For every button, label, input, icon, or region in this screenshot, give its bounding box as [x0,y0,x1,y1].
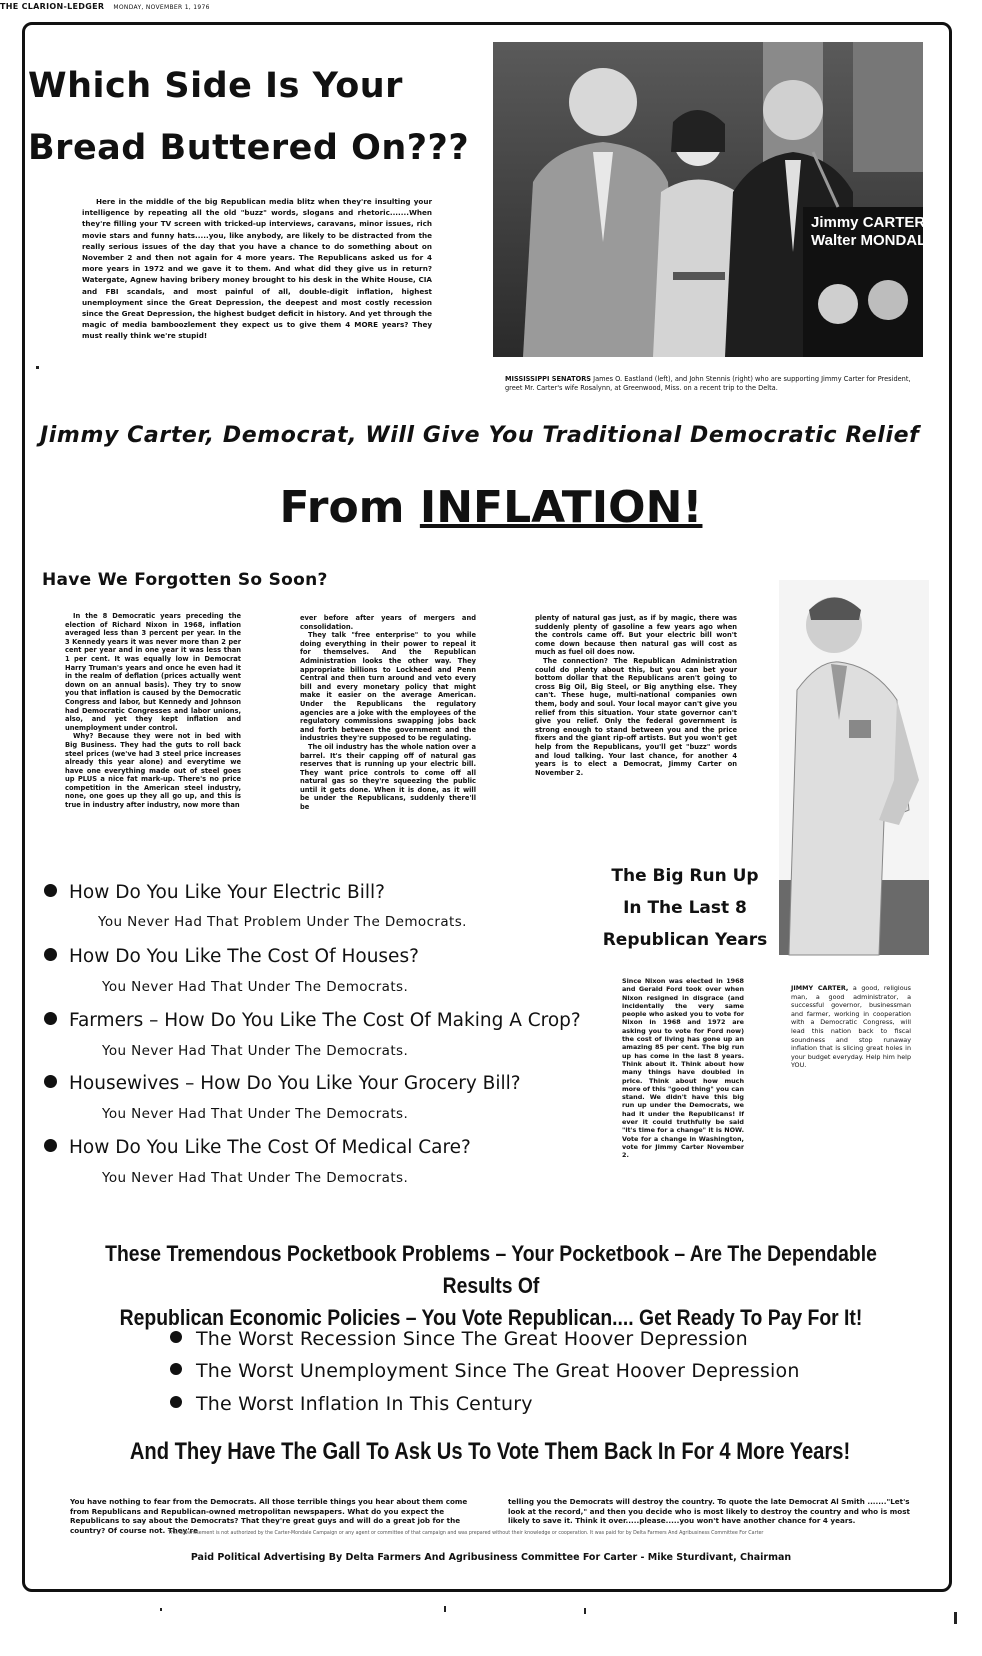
sign-line-1: Jimmy CARTER [811,214,926,231]
carter-caption-lead: JIMMY CARTER, [791,984,849,992]
gall-statement: And They Have The Gall To Ask Us To Vote Them Back In For 4 More Years! [129,1438,851,1465]
paragraph: The oil industry has the whole nation over a barrel. It's their capping off of natural gas reserves that is running up your electric bill. They want price controls to come off all natural gas so they're squeezing the public until it gets done. When it is done, as it will be under the Republicans, suddenly there'll be [300,742,476,812]
question-text: Housewives – How Do You Like Your Grocery Bill? [69,1073,521,1094]
bullet-icon [44,884,57,897]
worst-text: The Worst Unemployment Since The Great Hoover Depression [196,1360,800,1382]
bullet-icon [44,1012,57,1025]
question-4 [44,1073,604,1094]
headline-line-1: Which Side Is Your [28,66,403,106]
big-run-body: Since Nixon was elected in 1968 and Gerald Ford took over when Nixon resigned in disgrace (and incidentally the very same people who asked you to vote for Nixon in 1968 and 1972 are asking you to vote for Ford now) the cost of living has gone up an amazing 85 per cent. The big run up has come in the last 8 years. Think about it. Think about how many things have doubled in price. Think about how much more of this "good thing" you can stand. We didn't have this big run up under the Democrats, we had it under the Republicans! If ever it could truthfully be said "it's time for a change" it is NOW. Vote for a change in Washington, vote for Jimmy Carter November 2. [622,977,744,1160]
answer-5: You Never Had That Under The Democrats. [102,1170,409,1186]
caption-lead: MISSISSIPPI SENATORS [505,375,592,383]
question-text: How Do You Like The Cost Of Medical Care? [69,1137,471,1158]
senators-photo-illustration [493,42,937,357]
paid-by-line: Paid Political Advertising By Delta Farmers And Agribusiness Committee For Carter - Mike Sturdivant, Chairman [190,1552,792,1563]
senators-photo [493,42,937,357]
answer-4: You Never Had That Under The Democrats. [102,1106,409,1122]
forgotten-column-2 [300,614,476,812]
question-2 [44,946,604,967]
bullet-icon [44,1075,57,1088]
bullet-icon [170,1331,182,1343]
worst-item-1 [170,1328,748,1350]
worst-text: The Worst Recession Since The Great Hoover Depression [196,1328,748,1350]
carter-caption [791,984,911,1070]
worst-text: The Worst Inflation In This Century [196,1393,533,1415]
question-5 [44,1137,604,1158]
headline-line-2: Bread Buttered On??? [28,128,470,168]
paragraph: plenty of natural gas just, as if by magic, there was suddenly plenty of gasoline a few years ago when the controls came off. But your electric bill won't come down because then natural gas will cost as much as fuel oil does now. [535,614,737,657]
bullet-icon [170,1363,182,1375]
inflation-word: INFLATION! [419,482,703,533]
pocketbook-statement [103,1238,879,1334]
question-text: How Do You Like The Cost Of Houses? [69,946,419,967]
paragraph: ever before after years of mergers and consolidation. [300,614,476,631]
bullet-icon [170,1396,182,1408]
paragraph: They talk "free enterprise" to you while doing everything in their power to repeal it for themselves. And the Republican Administration looks the other way. They appropriate billions to Lockheed and Penn Central and then turn around and veto every bill and every monetary policy that might make it easier on the average American. Under the Republicans the regulatory agencies are a joke with the employees of the regulatory commissions swapping jobs back and forth between the government and the industries they're supposed to be regulating. [300,631,476,743]
forgotten-column-1 [65,612,241,810]
sign-line-2: Walter MONDALE [811,232,937,249]
worst-item-3 [170,1393,533,1415]
carter-photo [779,580,929,955]
question-text: How Do You Like Your Electric Bill? [69,882,385,903]
question-1 [44,882,604,903]
paragraph: Why? Because they were not in bed with Big Business. They had the guts to roll back steel prices (we've had 3 steel price increases already this year alone) and everytime we have one everything made out of steel goes up PLUS a nice fat mark-up. There's no price competition in the American steel industry, none, one goes up they all go up, and this is true in industry after industry, now more than [65,732,241,810]
question-3 [44,1010,604,1031]
bullet-icon [44,948,57,961]
intro-paragraph: Here in the middle of the big Republican media blitz when they're insulting your intelligence by repeating all the old "buzz" words, slogans and rhetoric.......When they're filling your TV screen with tricked-up interviews, caravans, minor issues, rich movie stars and funny hats.....you, like anybody, are likely to be distracted from the really serious issues of the day that you have a chance to do something about on November 2 and then not again for 4 more years. The Republicans asked us for 4 more years in 1972 and we gave it to them. And what did they give us in return? Watergate, Agnew having bribery money brought to his desk in the White House, CIA and FBI scandals, and most painful of all, double-digit inflation, highest unemployment since the Great Depression, the deepest and most costly recession since the Great Depression, the highest budget deficit in history. And yet through the magic of media bamboozlement they expect us to give them 4 MORE years? They must really think we're stupid! [82,197,432,341]
footer-left-text: You have nothing to fear from the Democrats. All those terrible things you hear about them come from Republicans and Republican-owned metropolitan newspapers. What do you expect the Republicans to say about the Democrats? That they're great guys and will do a great job for the country? Of course not. They're [70,1497,468,1535]
forgotten-column-3 [535,614,737,777]
masthead-paper: THE CLARION-LEDGER [0,2,105,11]
pocketbook-line-1: These Tremendous Pocketbook Problems – Your Pocketbook – Are The Dependable Results Of [105,1241,877,1298]
masthead [0,2,210,11]
footer-right-text: telling you the Democrats will destroy the country. To quote the late Democrat Al Smith ......."Let's look at the record," and then you decide who is most likely to destroy the country and who is most likely to save it. Think it over.....please.....you won't have another chance for 4 years. [508,1497,910,1526]
carter-caption-text: a good, religious man, a good administrator, a successful governor, businessman and farmer, working in cooperation with a Democratic Congress, will lead this nation back to fiscal soundness and stop runaway inflation that is slicing great holes in your budget everyday. Help him help YOU. [791,984,911,1070]
carter-photo-illustration [779,580,929,955]
question-text: Farmers – How Do You Like The Cost Of Making A Crop? [69,1010,581,1031]
answer-3: You Never Had That Under The Democrats. [102,1043,409,1059]
caption-text: James O. Eastland (left), and John Stennis (right) who are supporting Jimmy Carter for President, greet Mr. Carter's wife Rosalynn, at Greenwood, Miss. on a recent trip to the Delta. [505,375,911,392]
photo-caption [505,375,915,393]
big-run-line-2: In The Last 8 [623,898,747,918]
worst-item-2 [170,1360,800,1382]
pocketbook-line-2: Republican Economic Policies – You Vote Republican.... Get Ready To Pay For It! [119,1305,863,1330]
fine-print: This advertisement is not authorized by the Carter-Mondale Campaign or any agent or committee of that campaign and was prepared without their knowledge or cooperation. It was paid for by Delta Farmers And Agribusiness Committee For Carter [168,1531,764,1536]
inflation-headline [0,482,982,533]
bullet-icon [44,1139,57,1152]
paragraph: In the 8 Democratic years preceding the election of Richard Nixon in 1968, inflation averaged less than 3 percent per year. In the 3 Kennedy years it was never more than 2 per cent per year and in one year it was less than 1 per cent. It was equally low in Democrat Harry Truman's years and once he even had it in the realm of deflation (prices actually went down on an annual basis). They try to snow you that inflation is caused by the Democratic Congress and labor, but Kennedy and Johnson had Democratic Congresses and labor unions, also, and yet they kept inflation and unemployment under control. [65,612,241,732]
inflation-prefix: From [279,482,420,533]
masthead-date: MONDAY, NOVEMBER 1, 1976 [113,4,210,11]
big-run-line-3: Republican Years [602,930,768,950]
big-run-line-1: The Big Run Up [611,866,759,886]
answer-2: You Never Had That Under The Democrats. [102,979,409,995]
forgotten-title: Have We Forgotten So Soon? [42,570,328,590]
big-run-title [590,860,780,956]
subheadline: Jimmy Carter, Democrat, Will Give You Traditional Democratic Relief [40,423,920,448]
main-headline [28,55,498,179]
paragraph: The connection? The Republican Administration could do plenty about this, but you can bet your bottom dollar that the Republicans aren't going to cross Big Oil, Big Steel, or Big anything else. They can't. These huge, multi-national companies own them, body and soul. Your local mayor can't give you relief from this situation. Your state governor can't give you relief. Only the federal government is strong enough to stand between you and the price fixers and the giant rip-off artists. But you won't get help from the Republicans, you'll get "buzz" words and loud talking. Your last chance, for another 4 years is to elect a Democrat, Jimmy Carter on November 2. [535,656,737,777]
answer-1: You Never Had That Problem Under The Democrats. [98,914,467,930]
